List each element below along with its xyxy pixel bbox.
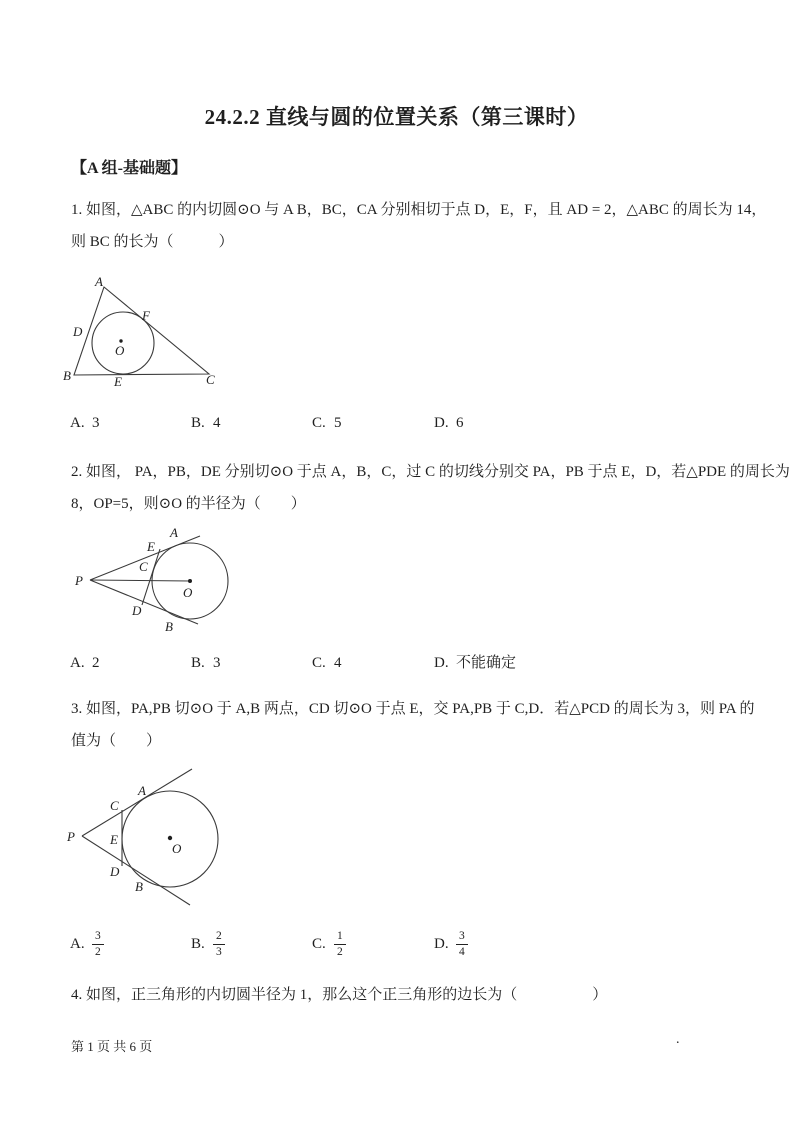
option-2c-value: 4 bbox=[334, 655, 342, 671]
option-1c bbox=[312, 410, 342, 436]
option-3d bbox=[434, 930, 468, 959]
fraction-numerator: 3 bbox=[92, 930, 104, 945]
fraction-numerator: 1 bbox=[334, 930, 346, 945]
option-2b-value: 3 bbox=[213, 655, 221, 671]
option-3a-fraction bbox=[92, 930, 104, 959]
point-label-o: O bbox=[172, 841, 182, 856]
page-number-label: 第 1 页 共 6 页 bbox=[71, 1039, 153, 1054]
option-2d-label: D. bbox=[434, 655, 449, 671]
point-label-e: E bbox=[147, 539, 155, 554]
option-3d-fraction bbox=[456, 930, 468, 959]
center-o-dot bbox=[188, 579, 192, 583]
figure-1-triangle-incircle bbox=[60, 277, 300, 395]
question-4-text bbox=[71, 979, 733, 1011]
option-3c bbox=[312, 930, 346, 959]
option-2d-value: 不能确定 bbox=[456, 655, 517, 671]
option-2a-value: 2 bbox=[92, 655, 100, 671]
option-1d-label: D. bbox=[434, 415, 449, 431]
question-3-line-1: 3. 如图，PA,PB 切⊙O 于 A,B 两点，CD 切⊙O 于点 E，交 PA,PB 于 C,D．若△PCD 的周长为 3，则 PA 的 bbox=[71, 701, 755, 717]
point-label-c: C bbox=[110, 798, 119, 813]
fraction-denominator: 4 bbox=[459, 946, 465, 958]
point-label-d: D bbox=[73, 324, 83, 339]
option-2c bbox=[312, 650, 342, 676]
point-label-e: E bbox=[110, 832, 118, 847]
figure-2-tangents-from-p bbox=[60, 525, 300, 640]
option-2a bbox=[70, 650, 100, 676]
question-2-line-2: 8，OP=5，则⊙O 的半径为（ ） bbox=[71, 496, 306, 512]
question-3-options bbox=[0, 930, 793, 960]
point-label-d: D bbox=[132, 603, 142, 618]
fraction-numerator: 2 bbox=[213, 930, 225, 945]
option-1b-value: 4 bbox=[213, 415, 221, 431]
point-label-b: B bbox=[135, 879, 143, 894]
option-1b-label: B. bbox=[191, 415, 205, 431]
figure-3-tangents-from-p bbox=[60, 756, 300, 908]
point-label-a: A bbox=[95, 277, 103, 289]
point-label-p: P bbox=[67, 829, 75, 844]
question-3-text bbox=[71, 693, 755, 757]
option-1a-value: 3 bbox=[92, 415, 100, 431]
option-1b bbox=[191, 410, 221, 436]
question-1-text bbox=[71, 194, 767, 258]
question-1-line-1: 1. 如图，△ABC 的内切圆⊙O 与 A B，BC，CA 分别相切于点 D，E，F，且 AD = 2，△ABC 的周长为 14， bbox=[71, 202, 767, 218]
tangent-de bbox=[142, 549, 160, 605]
fraction-denominator: 3 bbox=[216, 946, 222, 958]
tangent-pb bbox=[90, 580, 198, 624]
page-title: 24.2.2 直线与圆的位置关系（第三课时） bbox=[204, 105, 589, 129]
point-label-o: O bbox=[115, 343, 125, 358]
point-label-a: A bbox=[170, 525, 178, 540]
option-3c-fraction bbox=[334, 930, 346, 959]
option-3b-label: B. bbox=[191, 936, 205, 952]
question-2-options bbox=[0, 650, 793, 680]
option-1d bbox=[434, 410, 464, 436]
option-1c-value: 5 bbox=[334, 415, 342, 431]
option-3a-label: A. bbox=[70, 936, 85, 952]
stray-period: . bbox=[676, 1032, 680, 1047]
point-label-b: B bbox=[165, 619, 173, 634]
question-3-line-2: 值为（ ） bbox=[71, 733, 162, 749]
fraction-numerator: 3 bbox=[456, 930, 468, 945]
option-2a-label: A. bbox=[70, 655, 85, 671]
fraction-denominator: 2 bbox=[95, 946, 101, 958]
fraction-denominator: 2 bbox=[337, 946, 343, 958]
point-label-o: O bbox=[183, 585, 193, 600]
option-3c-label: C. bbox=[312, 936, 326, 952]
question-1-line-2: 则 BC 的长为（ ） bbox=[71, 234, 234, 250]
question-1-options bbox=[0, 410, 793, 440]
option-3b bbox=[191, 930, 225, 959]
point-label-b: B bbox=[63, 368, 71, 383]
section-header: 【A 组-基础题】 bbox=[71, 160, 188, 177]
question-4-line-1: 4. 如图，正三角形的内切圆半径为 1，那么这个正三角形的边长为（ ） bbox=[71, 987, 608, 1003]
option-3d-label: D. bbox=[434, 936, 449, 952]
option-2d bbox=[434, 650, 516, 676]
option-1c-label: C. bbox=[312, 415, 326, 431]
point-label-c: C bbox=[139, 559, 148, 574]
point-label-f: F bbox=[142, 308, 150, 323]
point-label-p: P bbox=[75, 573, 83, 588]
option-1d-value: 6 bbox=[456, 415, 464, 431]
center-o-dot bbox=[168, 836, 172, 840]
option-2c-label: C. bbox=[312, 655, 326, 671]
option-1a-label: A. bbox=[70, 415, 85, 431]
question-2-text bbox=[71, 456, 790, 520]
option-3a bbox=[70, 930, 104, 959]
tangent-pa bbox=[82, 769, 192, 836]
point-label-e: E bbox=[114, 374, 122, 389]
segment-po bbox=[90, 580, 190, 581]
point-label-a: A bbox=[138, 783, 146, 798]
question-2-line-1: 2. 如图， PA，PB，DE 分别切⊙O 于点 A，B，C，过 C 的切线分别交 PA，PB 于点 E，D，若△PDE 的周长为 bbox=[71, 464, 790, 480]
option-2b bbox=[191, 650, 221, 676]
point-label-c: C bbox=[206, 372, 215, 387]
option-3b-fraction bbox=[213, 930, 225, 959]
option-1a bbox=[70, 410, 100, 436]
option-2b-label: B. bbox=[191, 655, 205, 671]
point-label-d: D bbox=[110, 864, 120, 879]
